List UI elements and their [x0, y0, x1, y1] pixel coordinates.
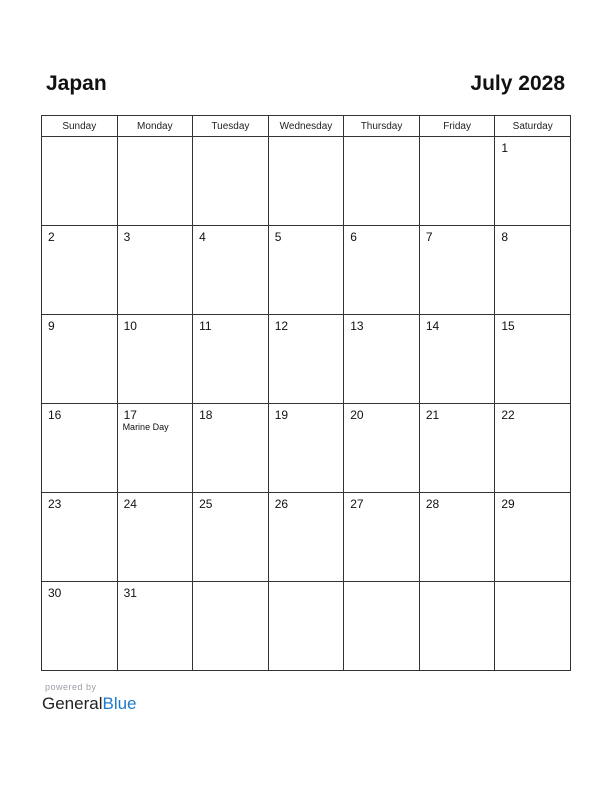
day-number: 17	[123, 408, 137, 422]
day-cell	[495, 493, 571, 582]
week-row	[42, 493, 571, 582]
day-number: 20	[350, 408, 364, 422]
day-number	[193, 582, 268, 586]
day-cell	[42, 493, 118, 582]
day-cell	[419, 404, 495, 493]
weekday-monday: Monday	[117, 116, 193, 137]
day-cell	[268, 315, 344, 404]
day-number: 27	[350, 497, 364, 511]
day-number: 24	[123, 497, 137, 511]
day-number: 6	[350, 230, 357, 244]
day-number	[344, 582, 419, 586]
day-cell	[419, 137, 495, 226]
holiday-label: Marine Day	[122, 422, 169, 432]
day-cell	[193, 404, 269, 493]
weekday-sunday: Sunday	[42, 116, 118, 137]
day-number	[269, 137, 344, 141]
day-number: 18	[199, 408, 213, 422]
day-number: 26	[274, 497, 289, 511]
logo-text-general: General	[42, 694, 103, 713]
day-cell	[193, 493, 269, 582]
day-cell	[344, 493, 420, 582]
day-number	[344, 137, 419, 141]
day-cell	[117, 582, 193, 671]
day-number	[420, 582, 495, 586]
day-number	[420, 137, 495, 141]
day-cell	[344, 137, 420, 226]
week-row	[42, 315, 571, 404]
day-number: 21	[425, 408, 440, 422]
day-cell	[193, 226, 269, 315]
powered-by-text: powered by	[45, 682, 97, 692]
day-number: 13	[350, 319, 364, 333]
weekday-tuesday: Tuesday	[193, 116, 269, 137]
day-number: 28	[425, 497, 440, 511]
day-number: 30	[48, 586, 62, 600]
day-cell	[42, 582, 118, 671]
day-cell	[193, 137, 269, 226]
week-row	[42, 404, 571, 493]
day-number	[495, 582, 570, 586]
day-number: 14	[425, 319, 440, 333]
day-number	[269, 582, 344, 586]
weekday-thursday: Thursday	[344, 116, 420, 137]
day-cell	[419, 315, 495, 404]
day-number: 8	[501, 230, 509, 244]
day-number: 9	[48, 319, 55, 333]
day-number: 25	[199, 497, 213, 511]
day-number: 10	[123, 319, 137, 333]
day-number: 12	[274, 319, 289, 333]
day-number: 1	[501, 141, 509, 155]
day-number	[42, 137, 117, 141]
day-cell	[268, 493, 344, 582]
week-row	[42, 226, 571, 315]
country-title: Japan	[46, 72, 107, 95]
day-number: 15	[501, 319, 515, 333]
day-cell	[268, 404, 344, 493]
day-cell	[42, 226, 118, 315]
day-cell	[42, 315, 118, 404]
weekday-friday: Friday	[419, 116, 495, 137]
day-cell	[344, 315, 420, 404]
day-cell	[117, 226, 193, 315]
day-number: 16	[48, 408, 62, 422]
week-row	[42, 137, 571, 226]
day-cell	[495, 582, 571, 671]
logo-text-blue: Blue	[102, 694, 137, 713]
day-cell	[42, 137, 118, 226]
day-cell	[193, 582, 269, 671]
day-cell	[268, 137, 344, 226]
day-number: 19	[274, 408, 289, 422]
day-cell	[495, 404, 571, 493]
day-number: 23	[48, 497, 62, 511]
day-cell	[117, 493, 193, 582]
day-number: 29	[501, 497, 515, 511]
day-number: 22	[501, 408, 515, 422]
day-number: 3	[123, 230, 131, 244]
weekday-wednesday: Wednesday	[268, 116, 344, 137]
day-cell	[117, 404, 193, 493]
day-number: 11	[199, 319, 212, 333]
day-cell	[117, 137, 193, 226]
month-title: July 2028	[470, 72, 565, 95]
day-cell	[117, 315, 193, 404]
day-cell	[344, 582, 420, 671]
weekday-saturday: Saturday	[495, 116, 571, 137]
day-cell	[495, 137, 571, 226]
day-cell	[344, 226, 420, 315]
calendar-grid	[41, 115, 571, 671]
week-row	[42, 582, 571, 671]
day-number: 7	[425, 230, 433, 244]
day-number	[118, 137, 193, 141]
day-number: 5	[274, 230, 282, 244]
weekday-header-row	[42, 116, 571, 137]
day-cell	[268, 226, 344, 315]
day-cell	[495, 226, 571, 315]
day-cell	[419, 493, 495, 582]
day-cell	[42, 404, 118, 493]
day-cell	[419, 582, 495, 671]
day-cell	[193, 315, 269, 404]
day-cell	[419, 226, 495, 315]
generalblue-logo[interactable]	[42, 694, 137, 714]
day-cell	[344, 404, 420, 493]
day-number	[193, 137, 268, 141]
day-number: 4	[199, 230, 206, 244]
day-number: 2	[48, 230, 55, 244]
day-cell	[495, 315, 571, 404]
day-number: 31	[123, 586, 137, 600]
day-cell	[268, 582, 344, 671]
